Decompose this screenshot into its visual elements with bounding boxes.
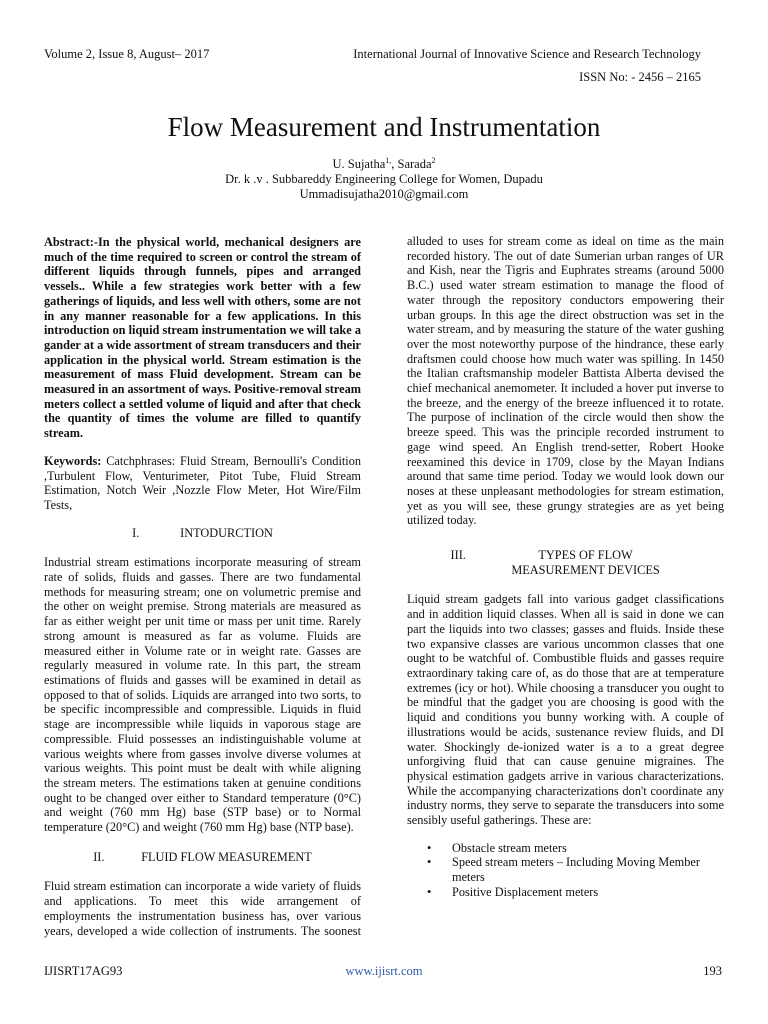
section-2-paragraph: Fluid stream estimation can incorporate a wide variety of fluids and applications. To meet this wide arrangement of employments the instrumentation business has, over various years, developed a wide collection of instruments. The soonest xyxy=(44,879,361,938)
paper-id: IJISRT17AG93 xyxy=(44,964,123,978)
issn: ISSN No: - 2456 – 2165 xyxy=(579,70,701,84)
section-number: II. xyxy=(93,849,105,864)
left-column xyxy=(44,235,361,953)
author-email: Ummadisujatha2010@gmail.com xyxy=(299,187,469,201)
keywords xyxy=(44,454,361,513)
list-item: • Positive Displacement meters xyxy=(427,885,724,900)
section-number: I. xyxy=(132,525,140,540)
section-heading-2 xyxy=(44,850,361,865)
paper-title: Flow Measurement and Instrumentation xyxy=(167,112,601,142)
right-column xyxy=(407,234,724,900)
device-category-list xyxy=(407,841,724,900)
section-2-paragraph-continued: alluded to uses for stream come as ideal on time as the main recorded history. The out of date Sumerian urban ranges of UR and Kish, near the Tigris and Euphrates streams (around 5000 B.C.) used water stream estimation to manage the flood of water through the repository conductors empowering their urban groups. In this age the direct obstruction was set in the water stream, and by measuring the stature of the water gushing over the most noteworthy purpose of the hindrance, these early draftsmen could choose how much water was spilling. In 1450 the Italian craftsmanship modeler Battista Alberta devised the chief mechanical anemometer. It included a hover put inverse to the breeze, and the energy of the breeze influenced it to rotate. The purpose of inclination of the circle would then show the breeze speed. This was the principle recorded instrument to gage wind speed. An English trend-setter, Robert Hooke reexamined this device in 1709, close by the Mayan Indians around that same time period. Today we would look down our noses at these unpleasant methodologies for stream estimation, yet as you will see, these grungy strategies are as yet being utilized today. xyxy=(407,234,724,528)
website-link[interactable]: www.ijisrt.com xyxy=(345,964,423,978)
author-2: , Sarada xyxy=(391,157,432,171)
keywords-label: Keywords: xyxy=(44,453,102,468)
author-block xyxy=(0,157,768,202)
author-names xyxy=(0,157,768,172)
list-item: • Obstacle stream meters xyxy=(427,841,724,856)
author-1-superscript: 1, xyxy=(385,155,392,165)
section-1-paragraph: Industrial stream estimations incorporate measuring of stream rate of solids, fluids and gasses. There are two fundamental methods for measuring stream; one on volumetric premise and the other on weight premise. Strong materials are measured as far as either weight per unit time or mass per unit time. Rarely strong amount is measured as far as volume. Fluids are measured either in Volume rate or in weight rate. Gasses are regularly measured in volume rate. In this part, the stream estimations of fluids and gasses will be examined in detail as opposed to that of solids. Liquids are arranged into two sorts, to be specific incompressible and compressible. Liquids in fluid stage are incompressible while liquids in vaporous stage are compressible. Fluid possesses an indistinguishable volume at various weights where from gasses involve diverse volumes at various weights. This point must be dealt with while aligning the stream meters. The estimations taken at genuine conditions ought to be changed over either to Standard temperature (0°C) and weight (760 mm Hg) base (STP base) or to Normal temperature (20°C) and weight (760 mm Hg) base (NTP base). xyxy=(44,555,361,835)
volume-issue: Volume 2, Issue 8, August– 2017 xyxy=(44,47,210,61)
abstract: Abstract:-In the physical world, mechanical designers are much of the time required to screen or control the stream of different liquids through funnels, pipes and arranged vessels.. While a few strategies work better with a few gatherings of liquids, and less well with others, some are not in any manner reasonable for a few applications. In this introduction on liquid stream instrumentation we will take a gander at a wide assortment of stream transducers and their application in the physical world. Stream estimation is the measurement of mass Fluid development. Stream can be measured in an assortment of ways. Positive-removal stream meters collect a settled volume of liquid and after that check the quantity of times the volume are filled to quantify stream. xyxy=(44,235,361,441)
list-item: • Speed stream meters – Including Moving Member meters xyxy=(427,855,724,884)
section-heading-1 xyxy=(44,526,361,541)
section-number: III. xyxy=(450,548,466,563)
journal-name: International Journal of Innovative Science and Research Technology xyxy=(353,47,701,61)
page-number: 193 xyxy=(703,964,722,978)
section-3-paragraph: Liquid stream gadgets fall into various gadget classifications and in addition liquid classes. When all is said in done we can part the liquids into two classes; gasses and fluids. Inside these two expansive classes are various uncommon classes that one ought to be watchful of. Combustible fluids and gasses require extraordinary taking care of, as do those that are at temperature extremes (icy or hot). While choosing a transducer you ought to be mindful that the gadget you are choosing is good with the liquid and conditions you bunny working with. A couple of illustrations would be acids, sustenance review fluids, and DI water. Shockingly de-ionized water is a to a great degree unforgiving fluid that can cause genuine migraines. The physical estimation gadgets arrive in various characterizations. While the accompanying characterizations don't coordinate any industry norms, they serve to separate the transducers into some sensibly useful gatherings. These are: xyxy=(407,592,724,828)
section-title: INTODURCTION xyxy=(180,525,273,540)
section-heading-3 xyxy=(407,548,724,577)
author-affiliation: Dr. k .v . Subbareddy Engineering College for Women, Dupadu xyxy=(225,172,543,186)
keywords-text: Catchphrases: Fluid Stream, Bernoulli's Condition ,Turbulent Flow, Venturimeter, Pitot Tube, Fluid Stream Estimation, Notch Weir ,Nozzle Flow Meter, Hot Wire/Film Tests, xyxy=(44,453,361,512)
section-title: FLUID FLOW MEASUREMENT xyxy=(141,849,312,864)
author-2-superscript: 2 xyxy=(431,155,436,165)
section-title: TYPES OF FLOW MEASUREMENT DEVICES xyxy=(511,548,660,577)
author-1: U. Sujatha xyxy=(332,157,386,171)
